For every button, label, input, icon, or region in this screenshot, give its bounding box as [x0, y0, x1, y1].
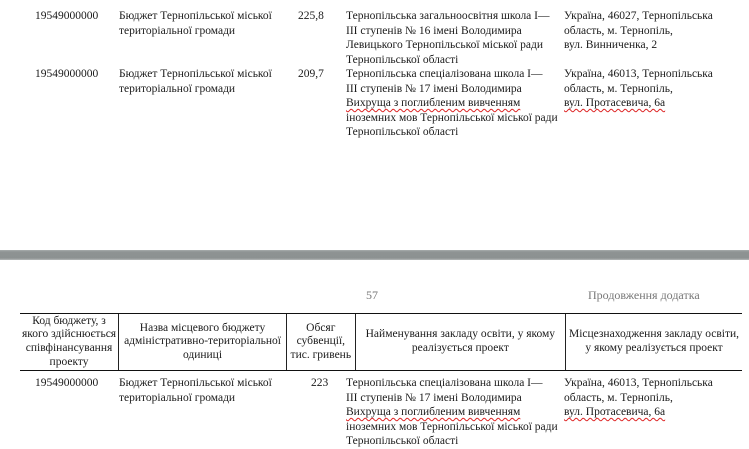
- text-line: Тернопільська спеціалізована школа I—: [346, 68, 543, 80]
- budget-name: Бюджет Тернопільської міської територіальної громади: [119, 68, 272, 95]
- text-line: вул. Винниченка, 2: [564, 39, 658, 52]
- budget-code: 19549000000: [35, 377, 99, 389]
- text-line: Тернопільської області: [346, 53, 459, 66]
- text-line: іноземних мов Тернопільської міської ради: [346, 111, 558, 124]
- budget-name: Бюджет Тернопільської міської територіальної громади: [119, 10, 272, 37]
- header-budget-code: Код бюджету, з якого здійснюється співфінансування проекту: [20, 314, 119, 371]
- subvention-amount: 209,7: [298, 68, 324, 80]
- subvention-amount: 223: [311, 377, 329, 389]
- text-line: вул. Протасевича, 6а: [564, 97, 666, 110]
- text-line: Тернопільської області: [346, 435, 459, 448]
- text-line: область, м. Тернопіль,: [564, 24, 673, 37]
- institution-location: [564, 376, 744, 420]
- text-line: Україна, 46013, Тернопільська: [564, 377, 713, 389]
- page-separator: [0, 250, 749, 260]
- continuation-label: Продовження додатка: [588, 288, 700, 302]
- header-budget-name: Назва місцевого бюджету адміністративно-територіальної одиниці: [119, 314, 287, 371]
- header-institution: Найменування закладу освіти, у якому реалізується проект: [355, 314, 565, 371]
- institution-location: [564, 9, 744, 53]
- institution-location: [564, 67, 744, 111]
- text-line: Україна, 46013, Тернопільська: [564, 68, 713, 80]
- text-line: іноземних мов Тернопільської міської ради: [346, 420, 558, 433]
- text-line: Україна, 46027, Тернопільська: [564, 10, 713, 22]
- budget-name: Бюджет Тернопільської міської територіальної громади: [119, 377, 272, 404]
- text-line: Вихруща з поглибленим вивченням: [346, 406, 521, 419]
- page-bottom: [0, 260, 749, 448]
- table-header: [20, 313, 742, 371]
- header-location: Місцезнаходження закладу освіти, у якому реалізується проект: [566, 314, 742, 371]
- text-line: Тернопільської області: [346, 126, 459, 139]
- institution-name: [346, 9, 561, 67]
- text-line: III ступенів № 17 імені Володимира: [346, 82, 522, 95]
- page-number: 57: [366, 288, 378, 302]
- text-line: III ступенів № 16 імені Володимира: [346, 24, 522, 37]
- text-line: область, м. Тернопіль,: [564, 82, 673, 95]
- text-line: Тернопільська загальноосвітня школа I—: [346, 10, 550, 22]
- institution-name: [346, 376, 561, 449]
- subvention-amount: 225,8: [298, 10, 324, 22]
- header-amount: Обсяг субвенції, тис. гривень: [286, 314, 355, 371]
- text-line: вул. Протасевича, 6а: [564, 406, 666, 419]
- budget-code: 19549000000: [35, 10, 99, 22]
- institution-name: [346, 67, 561, 140]
- budget-code: 19549000000: [35, 68, 99, 80]
- text-line: III ступенів № 17 імені Володимира: [346, 391, 522, 404]
- text-line: Тернопільська спеціалізована школа I—: [346, 377, 543, 389]
- text-line: Левицького Тернопільської міської ради: [346, 39, 543, 52]
- text-line: область, м. Тернопіль,: [564, 391, 673, 404]
- text-line: Вихруща з поглибленим вивченням: [346, 97, 521, 110]
